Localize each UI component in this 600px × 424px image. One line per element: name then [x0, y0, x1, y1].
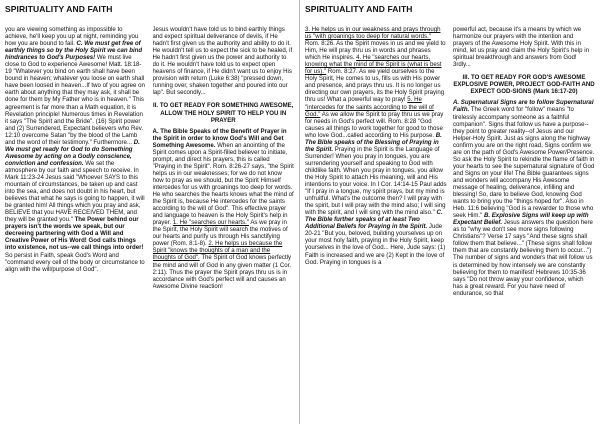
section-heading: II. TO GET READY FOR SOMETHING AWESOME, ALLOW THE HOLY SPIRIT TO HELP YOU IN PRAYER [153, 102, 294, 124]
emphasis-text: A. The Bible Speaks of the Benefit of Prayer in the Spirit in order to know God's Will and Get Something Awesome. [152, 127, 287, 149]
subheading-text: C. The Bible further speaks of at least Two Additional Beliefs for Praying in the Spirit. [305, 209, 443, 231]
left-column-2 [153, 26, 295, 422]
subheading-text: B. The Bible speaks of the Blessing of Praying in the Spirit. [305, 131, 442, 153]
point-text: 2. He helps us because the Spirit "knows the thoughts of a man and the thoughts of God". [152, 240, 283, 262]
subheading-text: A. Supernatural Signs are to follow Supernatural Faith. [453, 99, 594, 114]
body-text: Rom. 8:26. As the Spirit moves in us and we yield to Him, He will pray thru us in words and phrases which He inspires. [305, 40, 446, 62]
body-text: Rom. 8:27. As we yield ourselves to the Holy Spirit, He comes to us, fills us with His power and presence, and prays thru us. It is no longer us directing our own prayers, its the Holy Spirit praying thru us! What a powerful way to pray! [305, 68, 445, 104]
right-columns [305, 26, 595, 422]
right-page [300, 0, 600, 424]
body-text: So persist in Faith, speak God's Word and "command every cell of the body or circumstance to align with the will/purpose of God". [5, 251, 145, 273]
point-text: 5. He "intercedes for the saints according to the will of God." [305, 96, 434, 118]
body-text: The Spirit of God knows perfectly the mind and will of God in any given matter (1 Cor. 2:11). Thus the prayer the Spirit prays thru us is in accordance with God's perfect will and causes an Awesome Divine reaction! [152, 254, 292, 290]
body-text: We must live close to God to experience Awesome! Matt. 18:18-19 "Whatever you bind on earth shall have been bound in heaven; whatever you loose on earth shall have been loosed in heaven...If two of you agree on earth about anything that they may ask, it shall be done for them by My Father who is in heaven." This agreement is far more than a Math equation, it is Revelation principle! Numerous times in Revelation it says "The Spirit and the Bride". (16) Spirit power and (2) Surrendered, Expectant believers who Rev. 12:10 overcome Satan "by the blood of the Lamb and the word of their testimony." Furthermore... [5, 54, 145, 146]
body-text: Jude 20-21 "But you, beloved, building yourselves up on your most holy faith, praying in the Holy Spirit, keep yourselves in the love of God... Here, Jude says: (1) Faith is increased and we are (2) Kept in the love of God. Praying in tongues is a [305, 223, 446, 266]
left-columns [5, 26, 294, 422]
left-column-1 [5, 26, 147, 422]
emphasis-text: The Power behind our prayers isn't the words we speak, but our decreeing partnering with God a Will and Creative Power of His Word! God calls things into existence, not us--we call things into order! [5, 216, 144, 252]
page-title: SPIRITUALITY AND FAITH [5, 4, 113, 14]
body-text: Jesus wouldn't have told us to bind earthly things and expect spiritual deliverance of devils, if He hadn't first given us the authority and ability to do it. He wouldn't tell us to expect the sick to be healed, if He hadn't first given us the power and authority to do it. He wouldn't have told us to expect open heavens of finance, if He didn't want us to enjoy His provision with return (Luke 6:38) "pressed down, running over, shaken together and poured into our lap". But secondly... [152, 26, 293, 97]
body-text: The Greek word for "follow" means "to tirelessly accompany someone as a faithful companion". Signs that follow us have a purpose--they point to greater reality--of Jesus and our Helper-Holy Spirit. Just as signs along the highway confirm you are on the right road, Signs confirm we are on the path of God's Awesome Power/Presence. So ask the Holy Spirit to rekindle the flame of faith in your hearts to see the supernatural signature of God and Signs on your life! The Bible guarantees signs and wonders will accompany His Awesome message of healing, deliverance, infilling and blessing! So, dare to believe God, knowing God wants to bring you the "things hoped for". Also in Heb. 11:6 believing "God is a rewarder to those who seek Him." [453, 106, 595, 220]
body-text: We set the atmosphere by our faith and speech to receive. In Mark 11:23-24 Jesus said "Whoever SAYS to this mountain of circumstances, be taken up and cast into the sea, and does not doubt in his heart, but believes that what he says is going to happen, it will be granted him! All things which you pray and ask, BELIEVE that you HAVE RECEIVED THEM, and they will be granted you." [5, 159, 145, 224]
section-heading: III. TO GET READY FOR GOD'S AWESOME EXPLOSIVE POWER, PROJECT GOD-FAITH AND EXPECT GOD-SIGNS (Mark 16:17-20) [453, 74, 595, 96]
body-text: powerful act, because it's a means by which we harmonize our prayers with the intention and prayers of the Awesome Holy Spirit. With this in mind, let us pray and claim the Holy Spirit's help in spiritual breakthrough and answers from God! 3rdly... [453, 26, 589, 69]
body-text: Jesus answers the question here as to "why we don't see more signs following Christians"? Verse 17 says "And these signs shall follow them that believe..." (These signs shall follow them that are constantly believing them to occur...") The number of signs and wonders that will follow us is determined by how intensely we are constantly believing for them to manifest! Hebrews 10:35-36 says "Do not throw away your confidence, which has a great reward. For you have need of endurance, so that [453, 219, 593, 297]
subheading-text: C. We must get free of earthly things so by the Holy Spirit we can bind hindrances to God's Purposes! [5, 40, 143, 62]
subheading-text: B. Explosive Signs will keep up with Expectant Belief. [453, 212, 589, 227]
body-text: As we pray in the Spirit, the Holy Spirit will search the motives of our hearts and purify us through His sanctifying power (Rom. 8:1-8). [152, 219, 288, 248]
body-text: Praying in the Spirit is the Language of Surrender! When you pray in tongues, you are surrendering yourself and speaking to God with childlike faith. When you pray in tongues, you allow the Holy Spirit to attach His meaning, will and His intentions to your voice. In I Cor. 14:14-15 Paul adds "If I pray in a tongue, my spirit prays, but my mind is unfruitful. What's the outcome then? I will pray with the spirit, but I will pray with the mind also; I will sing with the spirit, and I will sing with the mind also." [305, 145, 447, 217]
body-text: you are viewing something as impossible to achieve, he'll keep you up at night, reminding you how you are bound to fail. [5, 26, 139, 48]
subheading-text: D. We must get ready for God to do Something Awesome by acting on a Godly conscience, conviction and confession. [5, 138, 140, 167]
right-column-1 [305, 26, 447, 422]
point-text: 3. He helps us in our weakness and prays through us "with groanings too deep for natural words." [305, 26, 441, 41]
page-title: SPIRITUALITY AND FAITH [305, 4, 413, 14]
body-text: As we allow the Spirit to pray thru us we pray for needs in God's perfect will. Rom. 8:28 "God causes all things to work together for good to those who love God...called according to His purpose. [305, 110, 444, 139]
point-text: 1. He "searches our hearts." [172, 219, 249, 227]
body-text: When an anointing of the Spirit comes upon a Spirit-filled believer to initiate, prompt, and direct his prayers, this is called "Praying in the Spirit". Rom. 8:26-27 says, "the Spirit helps us in our weaknesses; for we do not know how to pray as we should, but the Spirit Himself intercedes for us with groanings too deep for words. He who searches the hearts knows what the mind of the Spirit is, because He intercedes for the saints according to the will of God". This effective prayer and language to heaven is the Holy Spirit's help in prayer. [152, 141, 294, 227]
point-text: 4. He "searches our hearts, knowing what the mind of the Spirit is (what is best for us)." [305, 54, 442, 76]
right-column-2 [453, 26, 595, 422]
